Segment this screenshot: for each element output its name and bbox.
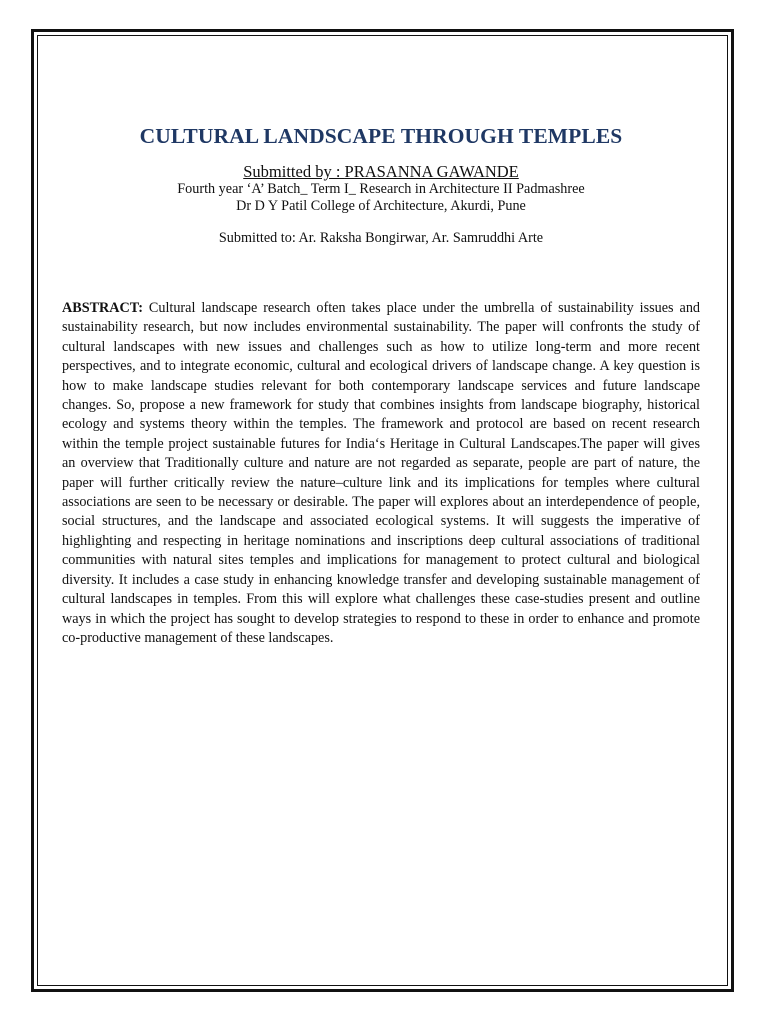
abstract-text: Cultural landscape research often takes place under the umbrella of sustainability issues and sustainability research, but now includes environmental sustainability. The paper will confronts the study of cultural landscapes with new issues and challenges such as how to utilize long-term and more recent perspectives, and to integrate economic, cultural and ecological drivers of landscape change. A key question is how to make landscape studies relevant for both contemporary landscape services and future landscape changes. So, propose a new framework for study that combines insights from landscape biography, historical ecology and systems theory within the temples. The framework and protocol are based on recent research within the temple project sustainable futures for India‘s Heritage in Cultural Landscapes.The paper will gives an overview that Traditionally culture and nature are not regarded as separate, people are part of nature, the paper will further critically review the nature–culture link and its implications for temples where cultural associations are seen to be necessary or desirable. The paper will explores about an interdependence of people, social structures, and the landscape and associated ecological systems. It will suggests the imperative of highlighting and respecting in heritage nominations and inscriptions deep cultural associations of traditional communities with natural sites temples and implications for management to protect cultural and biological diversity. It includes a case study in enhancing knowledge transfer and developing sustainable management of cultural landscapes in temples. From this will explore what challenges these case-studies present and outline ways in which the project has sought to develop strategies to respond to these in order to enhance and promote co-productive management of these landscapes. — [62, 300, 701, 646]
document-title: CULTURAL LANDSCAPE THROUGH TEMPLES — [139, 124, 623, 148]
abstract-paragraph — [62, 299, 700, 648]
college-line: Dr D Y Patil College of Architecture, Akurdi, Pune — [236, 198, 526, 214]
submitted-to-line: Submitted to: Ar. Raksha Bongirwar, Ar. Samruddhi Arte — [218, 230, 544, 246]
submitted-by-prefix: Submitted by : — [243, 162, 345, 181]
submitted-by-line — [62, 162, 700, 181]
abstract-label: ABSTRACT: — [62, 300, 143, 316]
author-name: PRASANNA GAWANDE — [344, 162, 519, 181]
document-body — [62, 118, 700, 663]
batch-line: Fourth year ‘A’ Batch_ Term I_ Research in Architecture II Padmashree — [177, 181, 585, 197]
